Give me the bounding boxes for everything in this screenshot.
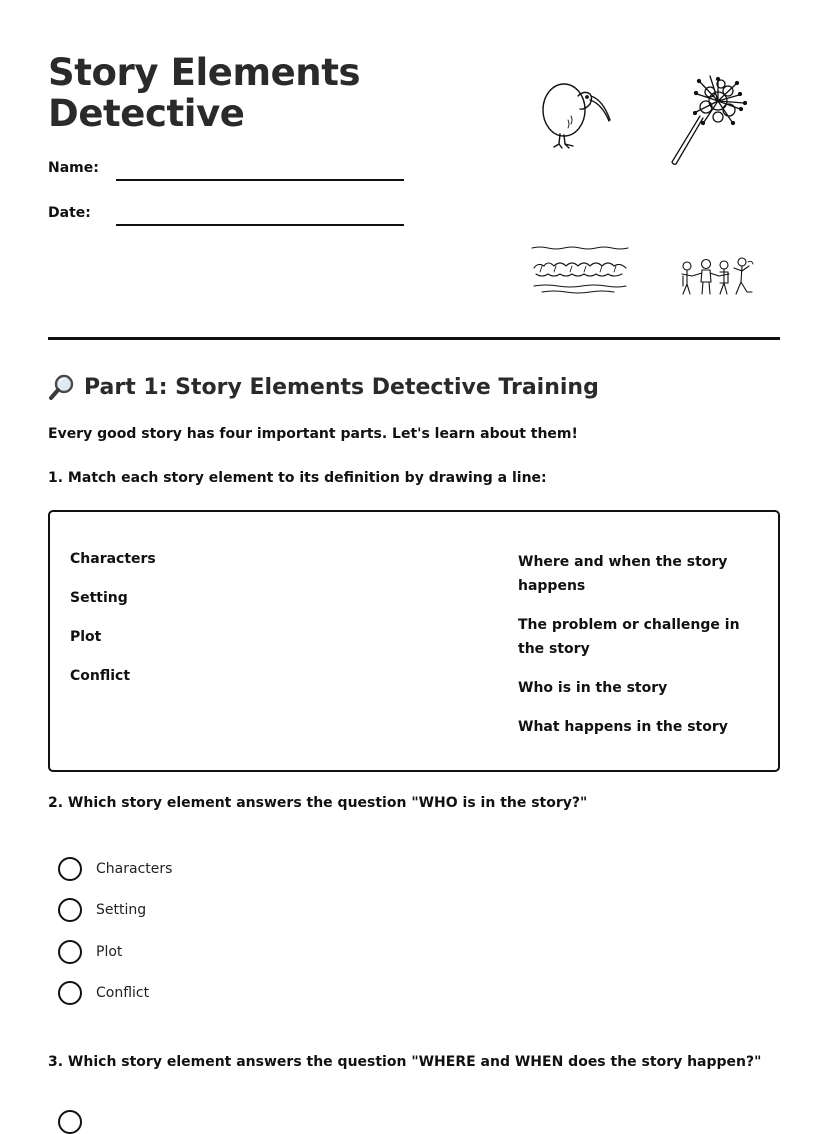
title-line-1: Story Elements [48, 51, 361, 94]
definition-problem[interactable]: The problem or challenge in the story [518, 617, 740, 657]
magnifying-glass-icon [48, 373, 76, 401]
title-line-2: Detective [48, 92, 245, 135]
option-characters[interactable] [58, 848, 172, 890]
option-label: Plot [96, 943, 123, 960]
question-2: 2. Which story element answers the question "WHO is in the story?" [48, 795, 588, 811]
definition-what-happens[interactable]: What happens in the story [518, 719, 728, 735]
radio-button[interactable] [58, 857, 82, 881]
radio-button[interactable] [58, 940, 82, 964]
part1-title [48, 373, 599, 401]
name-field[interactable] [116, 179, 404, 181]
part1-intro: Every good story has four important parts. Let's learn about them! [48, 426, 578, 442]
option-label: Conflict [96, 985, 150, 1002]
term-conflict[interactable]: Conflict [70, 668, 131, 684]
option-conflict[interactable] [58, 973, 172, 1015]
definition-where-when[interactable]: Where and when the story happens [518, 554, 728, 594]
option-label: Characters [96, 860, 173, 877]
date-label: Date: [48, 205, 91, 221]
question-3-first-option[interactable] [58, 1110, 96, 1134]
date-field[interactable] [116, 224, 404, 226]
definitions-column [518, 550, 768, 754]
radio-button[interactable] [58, 898, 82, 922]
ocean-waves-illustration [528, 242, 632, 298]
question-2-options [58, 848, 172, 1014]
name-label: Name: [48, 160, 99, 176]
group-of-children-illustration [678, 256, 758, 300]
question-3: 3. Which story element answers the question "WHERE and WHEN does the story happen?" [48, 1054, 762, 1070]
question-1: 1. Match each story element to its definition by drawing a line: [48, 470, 547, 486]
kiwi-bird-illustration [538, 80, 618, 152]
option-label: Setting [96, 902, 147, 919]
term-setting[interactable]: Setting [70, 590, 128, 606]
option-setting[interactable] [58, 890, 172, 932]
matching-box [48, 510, 780, 772]
terms-column [70, 550, 156, 706]
term-plot[interactable]: Plot [70, 629, 102, 645]
worksheet-title [48, 52, 360, 134]
definition-who[interactable]: Who is in the story [518, 680, 668, 696]
term-characters[interactable]: Characters [70, 551, 156, 567]
option-plot[interactable] [58, 931, 172, 973]
radio-button[interactable] [58, 1110, 82, 1134]
radio-button[interactable] [58, 981, 82, 1005]
pohutukawa-flower-illustration [666, 74, 756, 170]
header-divider [48, 337, 780, 340]
part1-title-text: Part 1: Story Elements Detective Training [84, 374, 599, 400]
